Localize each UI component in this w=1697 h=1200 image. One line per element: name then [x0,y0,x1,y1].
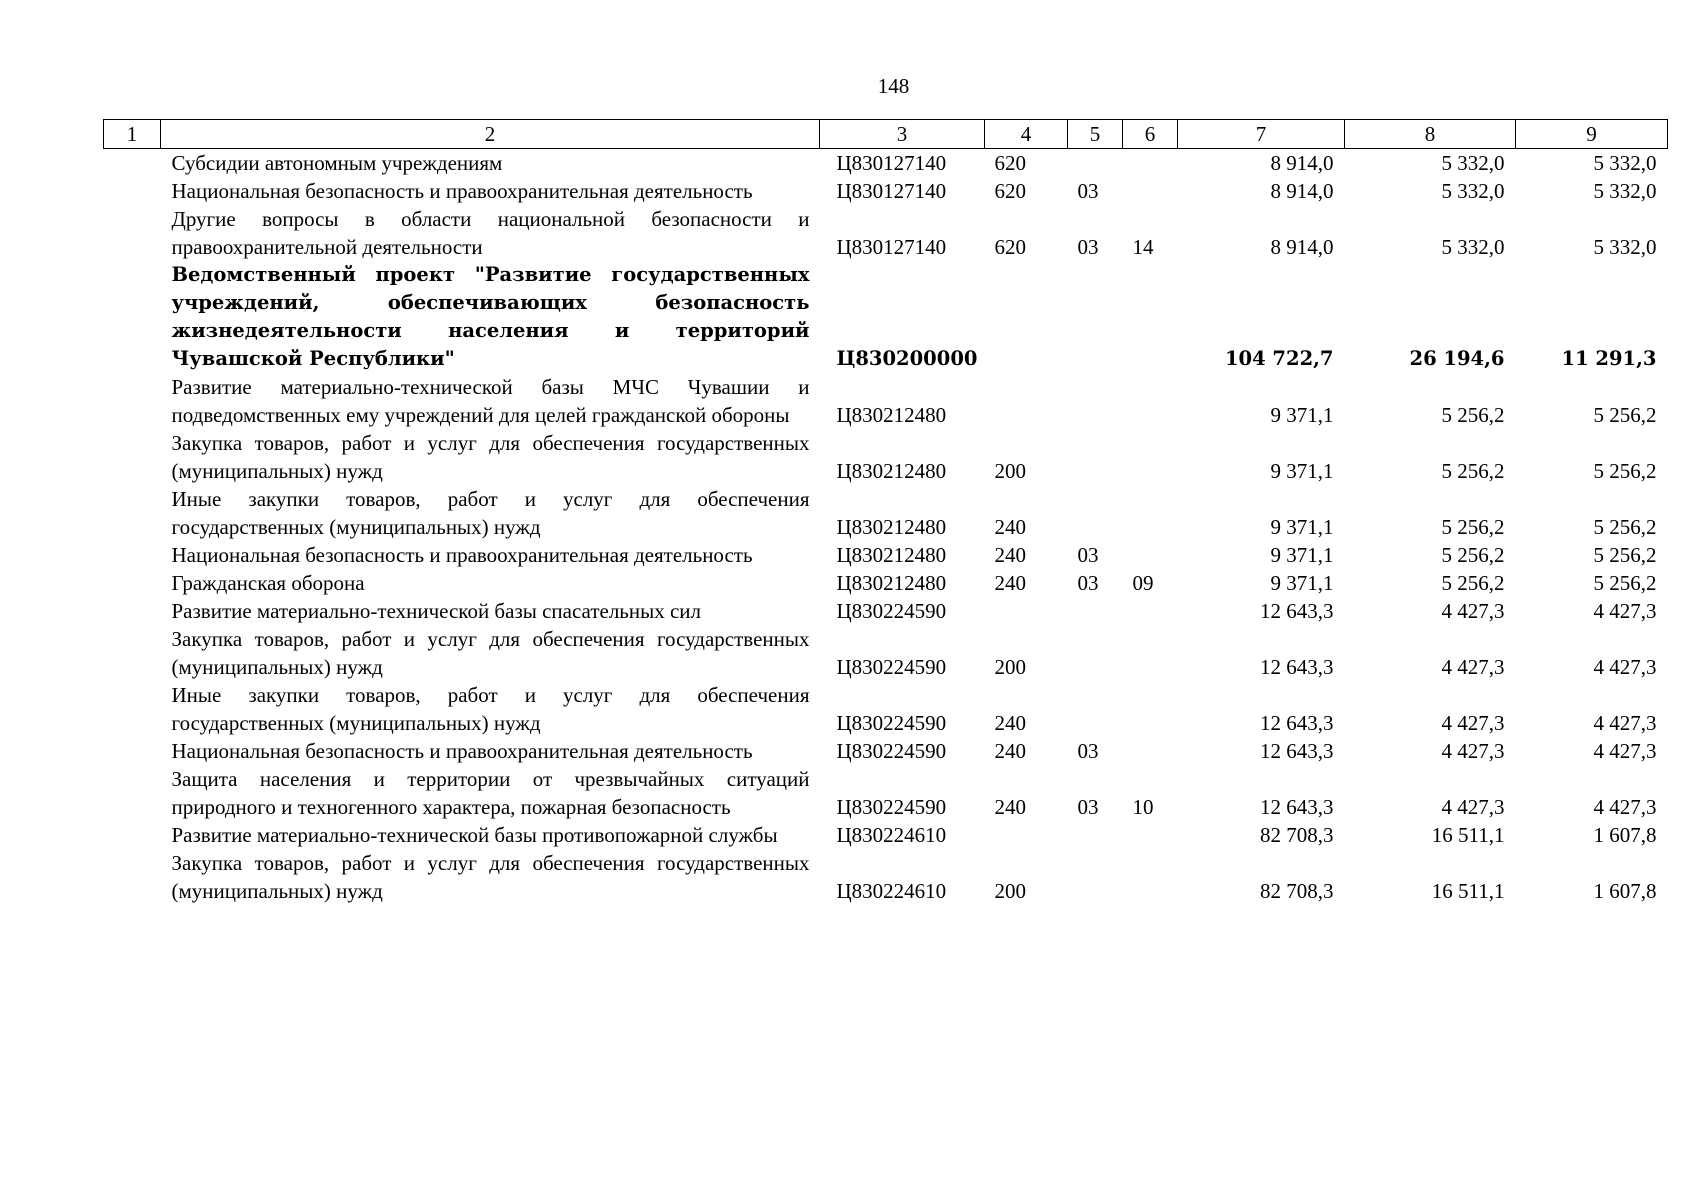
row-value-8: 26 194,6 [1409,347,1505,370]
row-value-8: 5 332,0 [1441,179,1505,203]
row-value-7: 8 914,0 [1270,235,1334,259]
header-col-6: 6 [1123,120,1178,149]
table-row [104,429,1668,485]
row-col-5 [1068,373,1123,429]
row-name: Субсидии автономным учреждениям [171,151,503,175]
row-col-6 [1123,261,1178,373]
row-value-9: 4 427,3 [1593,655,1657,679]
row-value-8: 4 427,3 [1441,711,1505,735]
row-col-4: 620 [994,179,1026,203]
row-value-8: 16 511,1 [1431,879,1505,903]
row-value-8: 4 427,3 [1441,795,1505,819]
row-col-1 [104,737,161,765]
row-col-1 [104,541,161,569]
table-row [104,569,1668,597]
row-col-5: 03 [1077,739,1099,763]
row-col-6 [1123,597,1178,625]
row-name: Национальная безопасность и правоохранительная деятельность [171,179,753,203]
row-code: Ц830127140 [836,151,947,175]
row-value-9: 4 427,3 [1593,711,1657,735]
row-col-1 [104,485,161,541]
header-col-9: 9 [1516,120,1668,149]
row-code: Ц830224610 [836,823,947,847]
row-col-4: 200 [994,655,1026,679]
row-col-6 [1123,625,1178,681]
row-value-7: 8 914,0 [1270,179,1334,203]
row-col-5: 03 [1077,543,1099,567]
row-col-5 [1068,261,1123,373]
row-value-9: 4 427,3 [1593,599,1657,623]
row-value-9: 5 256,2 [1593,459,1657,483]
table-row [104,765,1668,821]
row-code: Ц830224590 [836,599,947,623]
table-row [104,541,1668,569]
row-col-6 [1123,485,1178,541]
row-value-9: 5 332,0 [1593,235,1657,259]
row-col-4: 200 [994,459,1026,483]
row-col-4: 240 [994,571,1026,595]
row-col-4: 240 [994,739,1026,763]
row-name: Ведомственный проект "Развитие государственных учреждений, обеспечивающих безопасность жизнедеятельности населения и территорий Чувашской Республики" [171,263,810,370]
row-code: Ц830224590 [836,711,947,735]
row-value-9: 5 256,2 [1593,515,1657,539]
header-col-1: 1 [104,120,161,149]
row-col-4: 240 [994,515,1026,539]
table-row [104,261,1668,373]
row-code: Ц830127140 [836,179,947,203]
table-row [104,373,1668,429]
row-col-5: 03 [1077,235,1099,259]
row-value-9: 1 607,8 [1593,823,1657,847]
row-value-8: 4 427,3 [1441,655,1505,679]
row-name: Развитие материально-технической базы МЧС Чувашии и подведомственных ему учреждений для целей гражданской обороны [171,375,810,427]
row-value-9: 4 427,3 [1593,739,1657,763]
row-col-6 [1123,681,1178,737]
row-code: Ц830212480 [836,571,947,595]
row-code: Ц830200000 [836,347,978,370]
row-col-5 [1068,681,1123,737]
row-value-8: 5 332,0 [1441,151,1505,175]
table-row [104,737,1668,765]
row-col-6 [1123,149,1178,178]
row-value-8: 5 332,0 [1441,235,1505,259]
table-row [104,597,1668,625]
row-value-8: 5 256,2 [1441,459,1505,483]
header-col-8: 8 [1345,120,1516,149]
row-value-8: 4 427,3 [1441,739,1505,763]
row-value-7: 12 643,3 [1260,655,1334,679]
row-col-6: 09 [1132,571,1154,595]
row-col-6 [1123,429,1178,485]
row-col-4 [985,373,1068,429]
row-value-7: 12 643,3 [1260,599,1334,623]
row-value-7: 82 708,3 [1260,879,1334,903]
row-name: Защита населения и территории от чрезвычайных ситуаций природного и техногенного характера, пожарная безопасность [171,767,810,819]
row-value-7: 9 371,1 [1270,459,1334,483]
row-value-8: 5 256,2 [1441,543,1505,567]
row-name: Закупка товаров, работ и услуг для обеспечения государственных (муниципальных) нужд [171,431,810,483]
row-col-6 [1123,849,1178,905]
row-col-4: 620 [994,235,1026,259]
row-col-1 [104,597,161,625]
row-col-5 [1068,821,1123,849]
row-code: Ц830224610 [836,879,947,903]
row-col-4 [985,261,1068,373]
row-col-4: 240 [994,795,1026,819]
row-value-7: 9 371,1 [1270,543,1334,567]
table-row [104,625,1668,681]
row-value-9: 11 291,3 [1561,347,1657,370]
row-col-1 [104,261,161,373]
row-name: Закупка товаров, работ и услуг для обеспечения государственных (муниципальных) нужд [171,627,810,679]
row-value-9: 5 256,2 [1593,403,1657,427]
budget-table [103,119,1668,905]
table-body [104,149,1668,906]
row-value-7: 9 371,1 [1270,571,1334,595]
row-name: Иные закупки товаров, работ и услуг для обеспечения государственных (муниципальных) нужд [171,487,810,539]
row-value-8: 16 511,1 [1431,823,1505,847]
row-col-4 [985,821,1068,849]
row-col-5 [1068,429,1123,485]
table-row [104,149,1668,178]
row-value-7: 12 643,3 [1260,739,1334,763]
row-code: Ц830212480 [836,459,947,483]
row-code: Ц830224590 [836,739,947,763]
row-col-5 [1068,485,1123,541]
row-value-7: 9 371,1 [1270,403,1334,427]
row-value-9: 5 256,2 [1593,543,1657,567]
row-col-6: 10 [1132,795,1154,819]
row-name: Другие вопросы в области национальной безопасности и правоохранительной деятельности [171,207,810,259]
row-col-4 [985,597,1068,625]
row-col-6 [1123,821,1178,849]
row-col-6 [1123,737,1178,765]
header-col-3: 3 [820,120,985,149]
row-value-7: 9 371,1 [1270,515,1334,539]
row-col-1 [104,149,161,178]
row-col-6 [1123,177,1178,205]
row-value-9: 5 332,0 [1593,151,1657,175]
row-code: Ц830127140 [836,235,947,259]
row-col-4: 620 [994,151,1026,175]
table-row [104,205,1668,261]
table-row [104,821,1668,849]
row-col-1 [104,569,161,597]
table-row [104,485,1668,541]
row-col-1 [104,821,161,849]
row-col-5 [1068,625,1123,681]
table-row [104,681,1668,737]
row-col-5: 03 [1077,179,1099,203]
table-header-row [104,120,1668,149]
row-value-8: 5 256,2 [1441,515,1505,539]
row-col-1 [104,625,161,681]
row-col-1 [104,373,161,429]
row-value-7: 104 722,7 [1224,347,1334,370]
row-name: Развитие материально-технической базы спасательных сил [171,599,702,623]
header-col-5: 5 [1068,120,1123,149]
table-row [104,177,1668,205]
row-col-1 [104,429,161,485]
row-col-5: 03 [1077,571,1099,595]
row-value-8: 5 256,2 [1441,403,1505,427]
row-value-9: 5 256,2 [1593,571,1657,595]
table-row [104,849,1668,905]
row-value-7: 12 643,3 [1260,795,1334,819]
row-col-6 [1123,373,1178,429]
row-col-6: 14 [1132,235,1154,259]
row-code: Ц830212480 [836,403,947,427]
row-col-1 [104,681,161,737]
header-col-2: 2 [161,120,820,149]
row-value-9: 5 332,0 [1593,179,1657,203]
row-code: Ц830212480 [836,515,947,539]
row-code: Ц830224590 [836,655,947,679]
row-value-7: 82 708,3 [1260,823,1334,847]
page-number: 148 [877,74,910,98]
row-name: Гражданская оборона [171,571,365,595]
row-col-4: 200 [994,879,1026,903]
row-col-6 [1123,541,1178,569]
row-col-1 [104,765,161,821]
row-value-8: 5 256,2 [1441,571,1505,595]
row-col-1 [104,849,161,905]
row-value-7: 8 914,0 [1270,151,1334,175]
row-name: Национальная безопасность и правоохранительная деятельность [171,739,753,763]
row-name: Закупка товаров, работ и услуг для обеспечения государственных (муниципальных) нужд [171,851,810,903]
row-value-9: 4 427,3 [1593,795,1657,819]
row-code: Ц830224590 [836,795,947,819]
row-col-1 [104,177,161,205]
row-name: Иные закупки товаров, работ и услуг для обеспечения государственных (муниципальных) нужд [171,683,810,735]
header-col-4: 4 [985,120,1068,149]
row-value-7: 12 643,3 [1260,711,1334,735]
row-value-8: 4 427,3 [1441,599,1505,623]
row-col-5 [1068,597,1123,625]
header-col-7: 7 [1178,120,1345,149]
row-col-4: 240 [994,543,1026,567]
row-name: Развитие материально-технической базы противопожарной службы [171,823,778,847]
row-col-1 [104,205,161,261]
row-col-4: 240 [994,711,1026,735]
row-name: Национальная безопасность и правоохранительная деятельность [171,543,753,567]
row-col-5 [1068,149,1123,178]
row-col-5: 03 [1077,795,1099,819]
row-col-5 [1068,849,1123,905]
row-code: Ц830212480 [836,543,947,567]
row-value-9: 1 607,8 [1593,879,1657,903]
